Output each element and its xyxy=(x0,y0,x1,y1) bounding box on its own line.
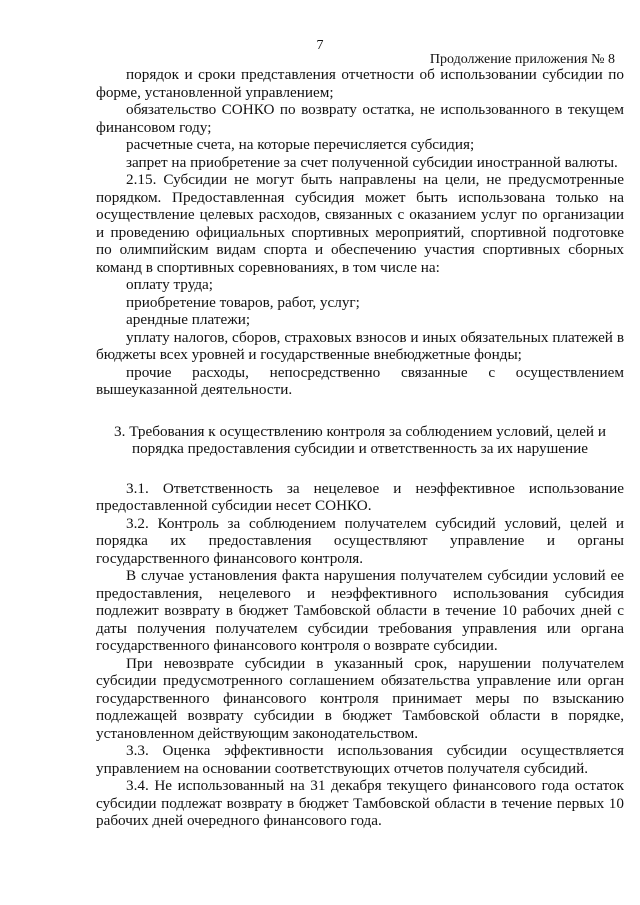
section-3-paragraph: В случае установления факта нарушения получателем субсидии условий ее предоставления, нецелевого и неэффективного использования субсидия подлежит возврату в бюджет Тамбовской области в течение 10 рабочих дней с даты получения получателем субсидии требования управления или органа государственного финансового контроля о возврате субсидии. xyxy=(96,567,624,654)
intro-item: порядок и сроки представления отчетности об использовании субсидии по форме, установленной управлением; xyxy=(96,66,624,101)
document-body xyxy=(96,66,624,830)
section-3-paragraph: 3.2. Контроль за соблюдением получателем субсидий условий, целей и порядка их предоставления осуществляют управление и органы государственного финансового контроля. xyxy=(96,514,624,567)
appendix-continuation-note: Продолжение приложения № 8 xyxy=(429,52,615,67)
section-3-paragraph: 3.1. Ответственность за нецелевое и неэффективное использование предоставленной субсидии несет СОНКО. xyxy=(96,479,624,514)
section-3-paragraph: 3.4. Не использованный на 31 декабря текущего финансового года остаток субсидии подлежат возврату в бюджет Тамбовской области в течение первых 10 рабочих дней очередного финансового года. xyxy=(96,777,624,829)
expense-item: уплату налогов, сборов, страховых взносов и иных обязательных платежей в бюджеты всех уровней и государственные внебюджетные фонды; xyxy=(96,328,624,363)
intro-item: обязательство СОНКО по возврату остатка, не использованного в текущем финансовом году; xyxy=(96,101,624,136)
intro-item: запрет на приобретение за счет полученной субсидии иностранной валюты. xyxy=(126,153,618,171)
intro-item: расчетные счета, на которые перечисляется субсидия; xyxy=(126,136,475,153)
page-number: 7 xyxy=(316,38,324,53)
clause-2-15: 2.15. Субсидии не могут быть направлены на цели, не предусмотренные порядком. Предоставленная субсидия может быть использована только на осуществление целевых расходов, связанных с оказанием услуг по организации и проведению официальных спортивных мероприятий, спортивной подготовке по олимпийским видам спорта и обеспечению участия спортивных сборных команд в спортивных соревнованиях, в том числе на: xyxy=(96,171,624,276)
expense-item: арендные платежи; xyxy=(126,311,251,328)
expense-item: оплату труда; xyxy=(126,276,214,293)
section-3-paragraph: 3.3. Оценка эффективности использования субсидии осуществляется управлением на основании соответствующих отчетов получателя субсидий. xyxy=(96,742,624,777)
section-3-title: 3. Требования к осуществлению контроля за соблюдением условий, целей и порядка предоставления субсидии и ответственность за их нарушение xyxy=(114,422,606,457)
section-3-paragraph: При невозврате субсидии в указанный срок, нарушении получателем субсидии предусмотренного соглашением обязательства управление или орган государственного финансового контроля принимает меры по взысканию подлежащей возврату субсидии в бюджет Тамбовской области в порядке, установленном действующим законодательством. xyxy=(96,654,624,742)
expense-item: приобретение товаров, работ, услуг; xyxy=(126,293,360,311)
expense-item: прочие расходы, непосредственно связанные с осуществлением вышеуказанной деятельности. xyxy=(96,363,624,398)
